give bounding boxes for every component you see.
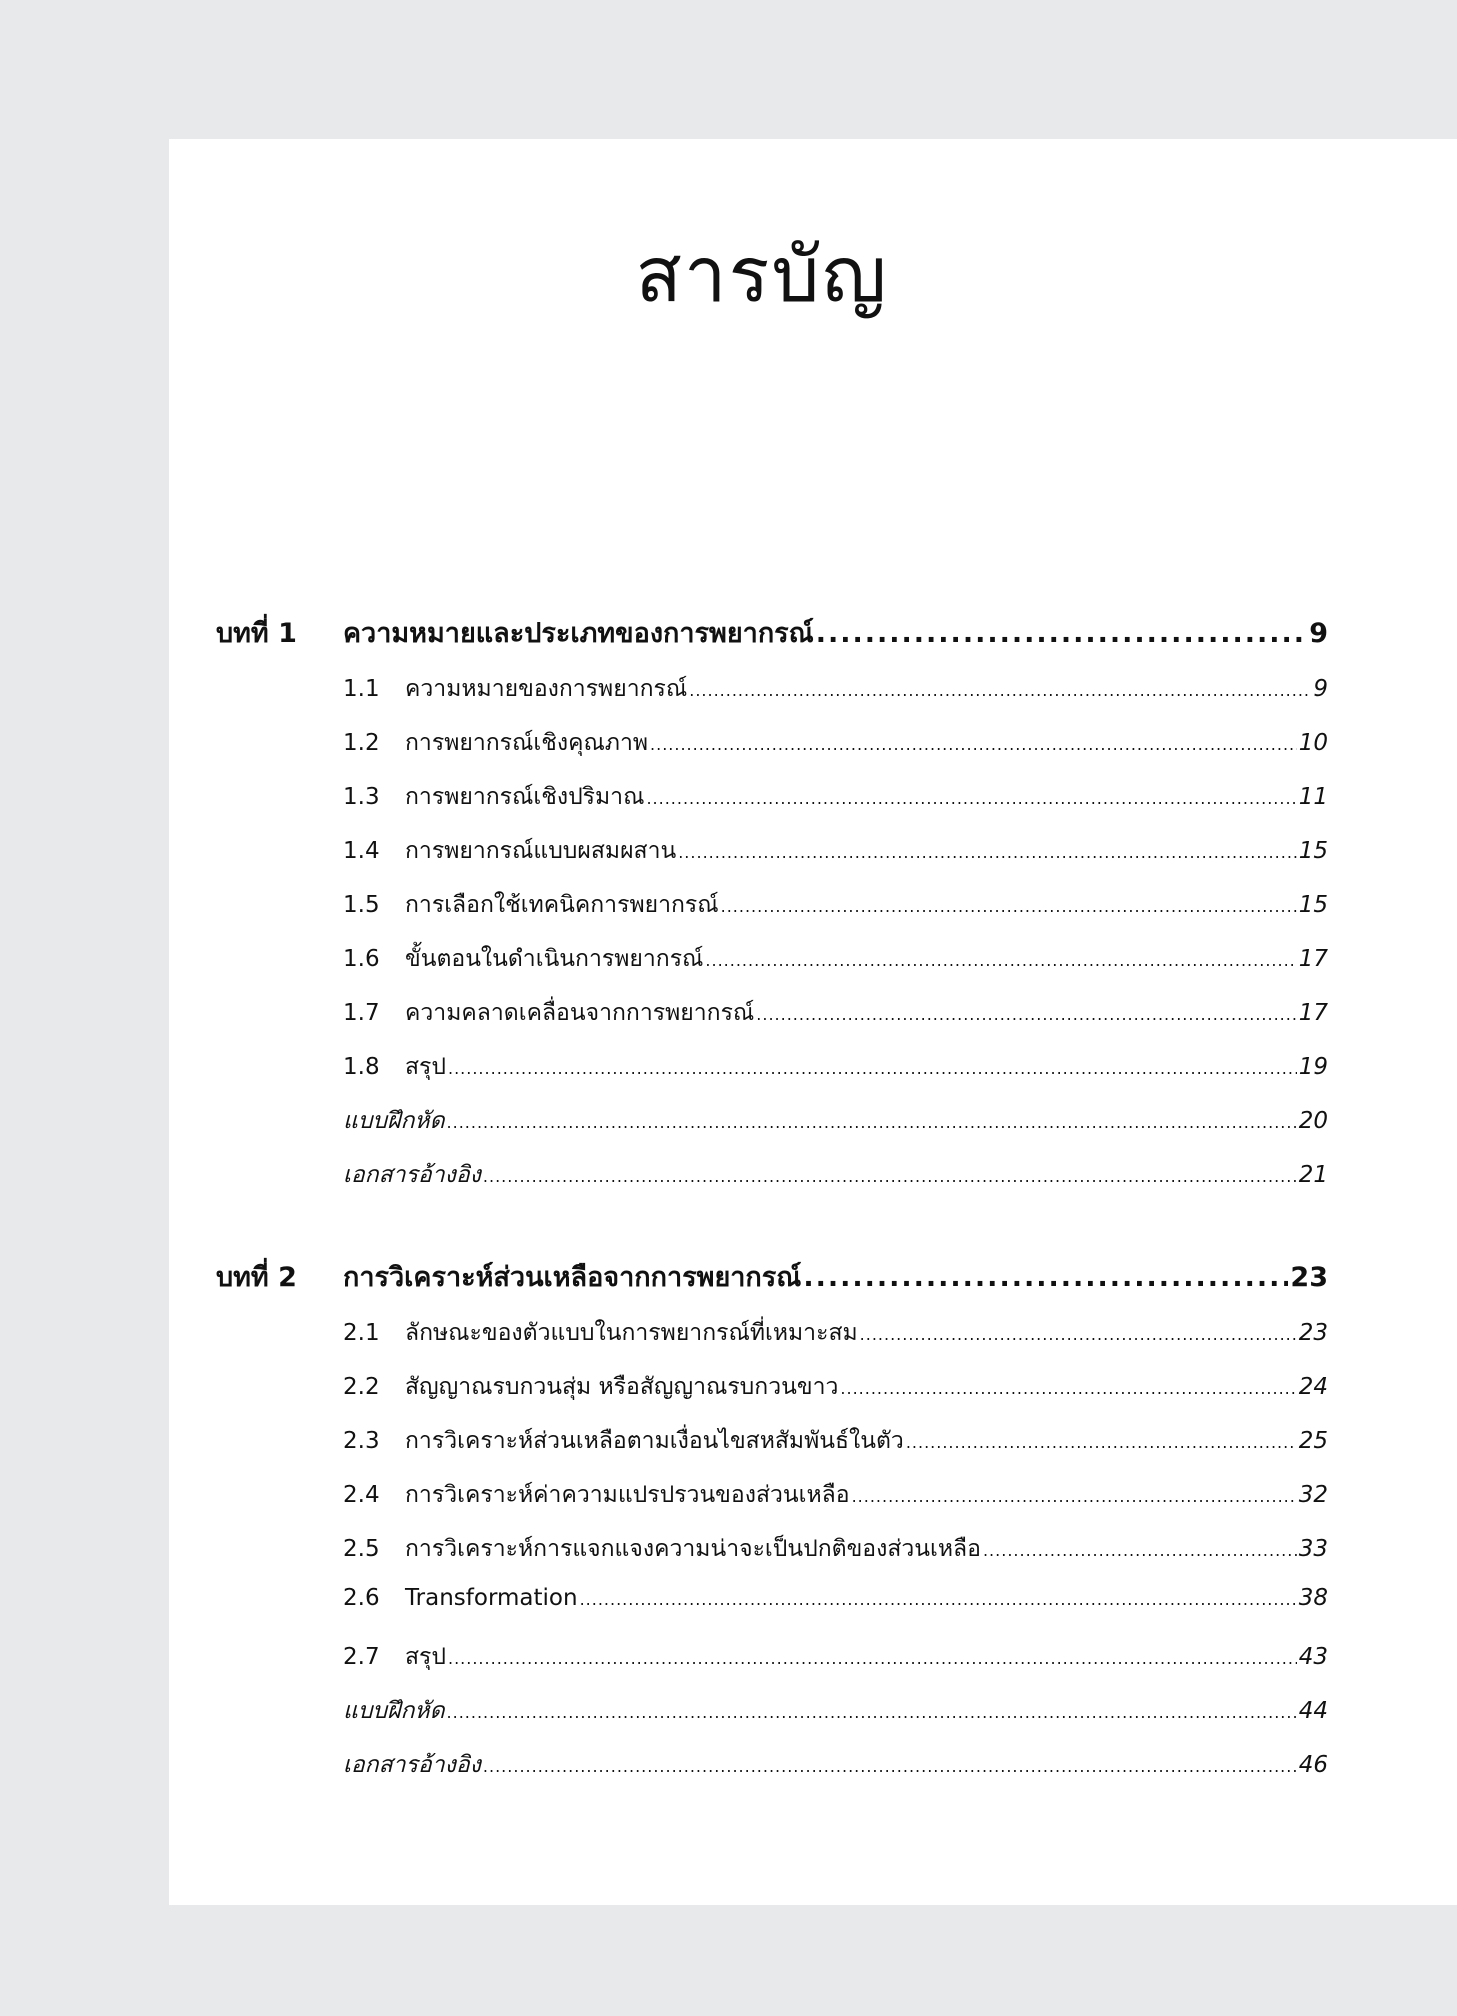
chapter-page-number: 23 <box>1290 1262 1328 1293</box>
section-page-number: 23 <box>1298 1320 1328 1346</box>
toc-entry[interactable] <box>216 1531 1328 1585</box>
section-title: สรุป <box>405 1644 446 1670</box>
section-page-number: 15 <box>1298 838 1328 864</box>
toc-entry[interactable] <box>216 1477 1328 1531</box>
dot-leader <box>483 1167 1297 1186</box>
toc-entry-exercises[interactable] <box>216 1103 1328 1157</box>
section-title: สรุป <box>405 1054 446 1080</box>
dot-leader <box>447 1113 1297 1132</box>
dot-leader <box>689 681 1311 700</box>
chapter-heading[interactable] <box>216 1255 1328 1303</box>
section-page-number: 43 <box>1298 1644 1328 1670</box>
exercises-page-number: 20 <box>1298 1108 1328 1134</box>
dot-leader <box>816 618 1307 649</box>
toc-entry[interactable] <box>216 1315 1328 1369</box>
section-page-number: 17 <box>1298 1000 1328 1026</box>
toc-entry[interactable] <box>216 995 1328 1049</box>
section-number: 1.7 <box>343 1000 380 1026</box>
toc-entry[interactable] <box>216 779 1328 833</box>
chapter-label: บทที่ 1 <box>216 618 297 649</box>
dot-leader <box>447 1703 1297 1722</box>
section-title: การเลือกใช้เทคนิคการพยากรณ์ <box>405 892 719 918</box>
dot-leader <box>852 1487 1297 1506</box>
section-page-number: 25 <box>1298 1428 1328 1454</box>
section-page-number: 10 <box>1298 730 1328 756</box>
section-page-number: 17 <box>1298 946 1328 972</box>
section-title: การพยากรณ์เชิงปริมาณ <box>405 784 645 810</box>
chapter-title: การวิเคราะห์ส่วนเหลือจากการพยากรณ์ <box>343 1262 802 1293</box>
toc-entry[interactable] <box>216 941 1328 995</box>
section-page-number: 19 <box>1298 1054 1328 1080</box>
dot-leader <box>803 1262 1288 1293</box>
section-title: ขั้นตอนในดำเนินการพยากรณ์ <box>405 946 704 972</box>
section-page-number: 24 <box>1298 1374 1328 1400</box>
toc-entry-references[interactable] <box>216 1157 1328 1211</box>
section-title: การวิเคราะห์ค่าความแปรปรวนของส่วนเหลือ <box>405 1482 850 1508</box>
section-number: 1.2 <box>343 730 380 756</box>
toc-entry[interactable] <box>216 833 1328 887</box>
references-title: เอกสารอ้างอิง <box>343 1752 481 1778</box>
section-number: 1.1 <box>343 676 380 702</box>
section-number: 1.3 <box>343 784 380 810</box>
section-page-number: 33 <box>1298 1536 1328 1562</box>
section-title: การวิเคราะห์ส่วนเหลือตามเงื่อนไขสหสัมพันธ์ในตัว <box>405 1428 904 1454</box>
page-title: สารบัญ <box>635 230 889 319</box>
section-title: Transformation <box>405 1585 578 1611</box>
section-number: 1.4 <box>343 838 380 864</box>
dot-leader <box>646 789 1296 808</box>
dot-leader <box>580 1590 1297 1609</box>
toc-entry[interactable] <box>216 1423 1328 1477</box>
section-page-number: 9 <box>1313 676 1328 702</box>
toc-entry[interactable] <box>216 1369 1328 1423</box>
chapter-page-number: 9 <box>1309 618 1328 649</box>
section-number: 2.7 <box>343 1644 380 1670</box>
chapter-label: บทที่ 2 <box>216 1262 297 1293</box>
chapter-1 <box>216 611 1328 1211</box>
toc-entry[interactable] <box>216 887 1328 941</box>
toc-entry[interactable] <box>216 1639 1328 1693</box>
dot-leader <box>756 1005 1296 1024</box>
section-page-number: 15 <box>1298 892 1328 918</box>
dot-leader <box>906 1433 1297 1452</box>
toc-entry-exercises[interactable] <box>216 1693 1328 1747</box>
references-title: เอกสารอ้างอิง <box>343 1162 481 1188</box>
references-page-number: 21 <box>1298 1162 1328 1188</box>
section-number: 2.2 <box>343 1374 380 1400</box>
dot-leader <box>483 1757 1297 1776</box>
section-number: 2.1 <box>343 1320 380 1346</box>
section-page-number: 32 <box>1298 1482 1328 1508</box>
chapter-title: ความหมายและประเภทของการพยากรณ์ <box>343 618 814 649</box>
chapter-2 <box>216 1255 1328 1801</box>
section-number: 2.5 <box>343 1536 380 1562</box>
dot-leader <box>448 1649 1297 1668</box>
toc-entry[interactable] <box>216 671 1328 725</box>
section-title: การพยากรณ์แบบผสมผสาน <box>405 838 677 864</box>
dot-leader <box>721 897 1297 916</box>
section-number: 1.5 <box>343 892 380 918</box>
dot-leader <box>448 1059 1297 1078</box>
chapter-heading[interactable] <box>216 611 1328 659</box>
exercises-title: แบบฝึกหัด <box>343 1108 445 1134</box>
section-number: 1.8 <box>343 1054 380 1080</box>
dot-leader <box>860 1325 1297 1344</box>
dot-leader <box>678 843 1297 862</box>
section-number: 1.6 <box>343 946 380 972</box>
section-page-number: 11 <box>1298 784 1328 810</box>
section-title: การวิเคราะห์การแจกแจงความน่าจะเป็นปกติของส่วนเหลือ <box>405 1536 981 1562</box>
references-page-number: 46 <box>1298 1752 1328 1778</box>
toc-entry[interactable] <box>216 1049 1328 1103</box>
exercises-title: แบบฝึกหัด <box>343 1698 445 1724</box>
toc-entry-references[interactable] <box>216 1747 1328 1801</box>
document-page <box>169 139 1457 1905</box>
section-page-number: 38 <box>1298 1585 1328 1611</box>
section-title: ลักษณะของตัวแบบในการพยากรณ์ที่เหมาะสม <box>405 1320 858 1346</box>
section-number: 2.3 <box>343 1428 380 1454</box>
section-number: 2.6 <box>343 1585 380 1611</box>
exercises-page-number: 44 <box>1298 1698 1328 1724</box>
toc-entry[interactable] <box>216 1585 1328 1639</box>
section-title: การพยากรณ์เชิงคุณภาพ <box>405 730 649 756</box>
dot-leader <box>840 1379 1296 1398</box>
table-of-contents <box>216 611 1328 1845</box>
section-title: ความหมายของการพยากรณ์ <box>405 676 688 702</box>
dot-leader <box>983 1541 1297 1560</box>
section-number: 2.4 <box>343 1482 380 1508</box>
dot-leader <box>650 735 1297 754</box>
toc-entry[interactable] <box>216 725 1328 779</box>
dot-leader <box>705 951 1296 970</box>
section-title: ความคลาดเคลื่อนจากการพยากรณ์ <box>405 1000 755 1026</box>
section-title: สัญญาณรบกวนสุ่ม หรือสัญญาณรบกวนขาว <box>405 1374 839 1400</box>
